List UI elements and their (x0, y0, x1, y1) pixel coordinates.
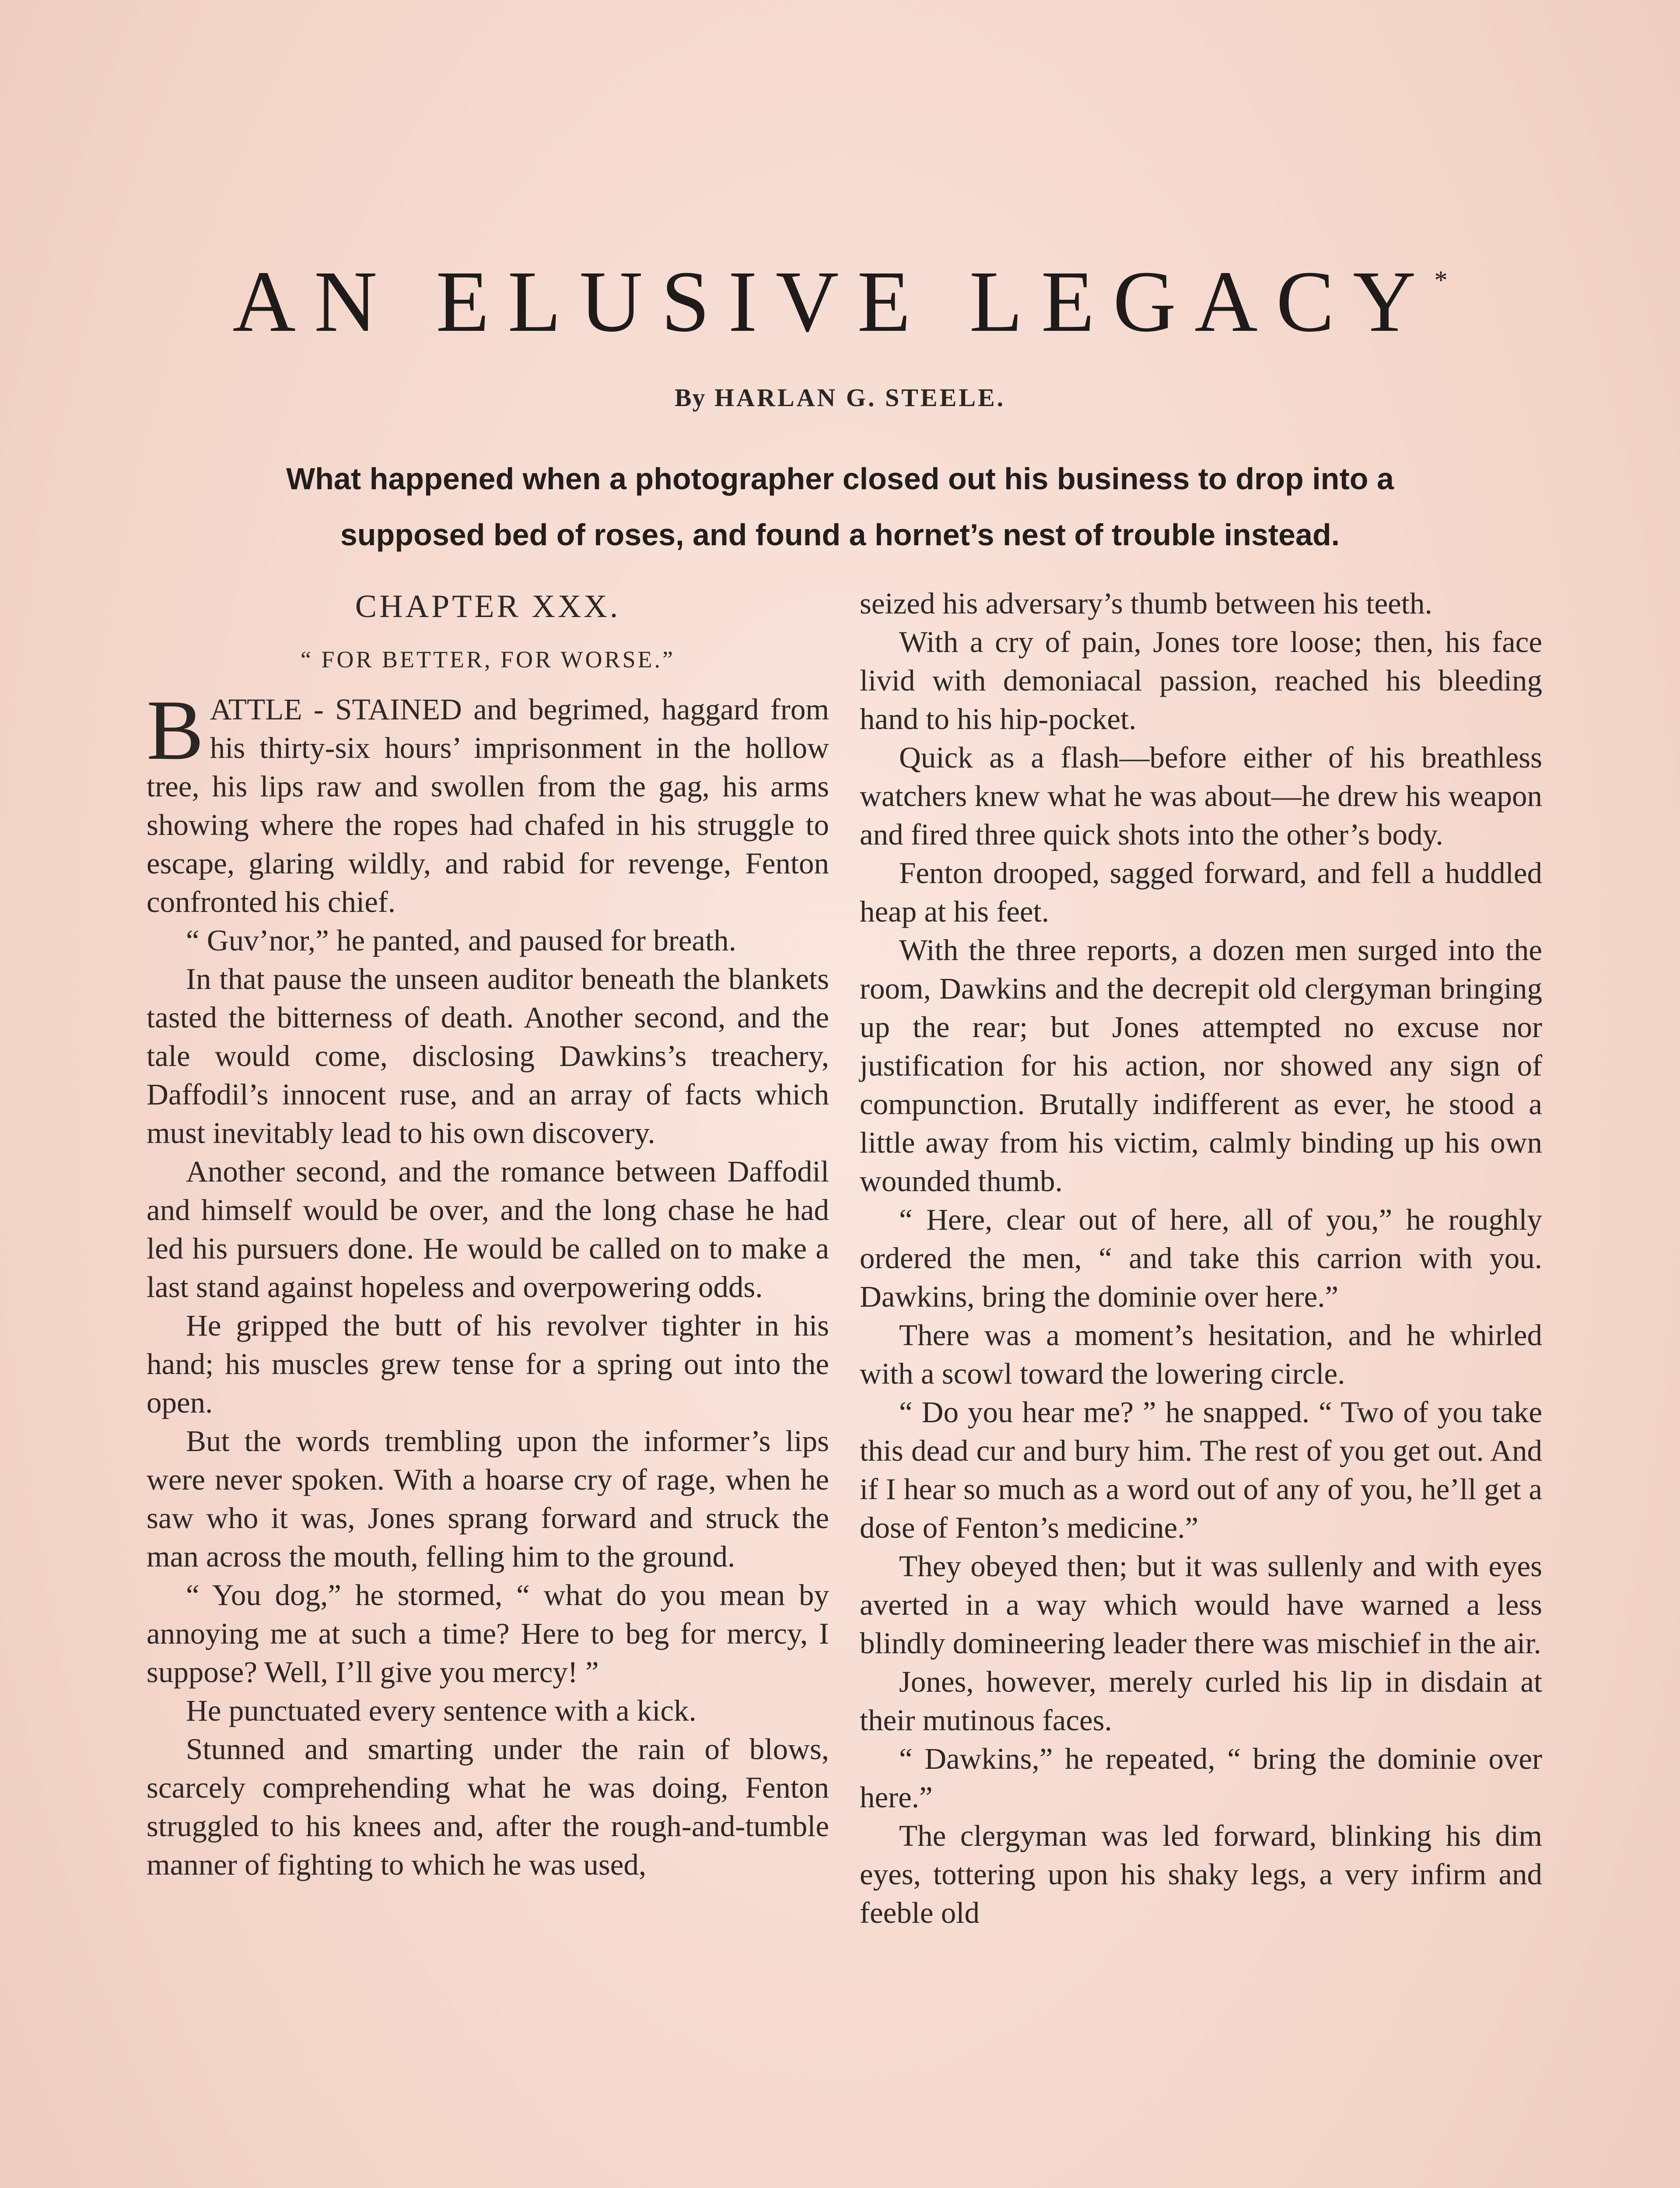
paragraph: He punctuated every sentence with a kick. (186, 1694, 696, 1727)
paragraph: Quick as a flash—before either of his breathless watchers knew what he was about—he drew his weapon and fired three quick shots into the other’s body. (860, 741, 1542, 851)
article-title-text: AN ELUSIVE LEGACY (232, 253, 1435, 350)
left-column (147, 584, 829, 1884)
byline-prefix: By (674, 383, 706, 412)
paragraph: With a cry of pain, Jones tore loose; then, his face livid with demoniacal passion, reached his bleeding hand to his hip-pocket. (860, 625, 1542, 736)
paragraph: They obeyed then; but it was sullenly and with eyes averted in a way which would have warned a less blindly domineering leader there was mischief in the air. (860, 1550, 1542, 1660)
paragraph: He gripped the butt of his revolver tighter in his hand; his muscles grew tense for a spring out into the open. (147, 1309, 829, 1419)
drop-cap: B (147, 683, 204, 778)
paragraph: In that pause the unseen auditor beneath the blankets tasted the bitterness of death. Another second, and the tale would come, disclosing Dawkins’s treachery, Daffodil’s innocent ruse, and an array of facts which must inevitably lead to his own discovery. (147, 962, 829, 1150)
paragraph: “ You dog,” he stormed, “ what do you mean by annoying me at such a time? Here to beg for mercy, I suppose? Well, I’ll give you mercy! ” (147, 1578, 829, 1689)
first-paragraph (147, 683, 829, 921)
paragraph: “ Do you hear me? ” he snapped. “ Two of you take this dead cur and bury him. The rest of you get out. And if I hear so much as a word out of any of you, he’ll get a dose of Fenton’s medicine.” (860, 1396, 1542, 1544)
chapter-heading: CHAPTER XXX. (355, 589, 621, 624)
paragraph: Another second, and the romance between Daffodil and himself would be over, and the long chase he had led his pursuers done. He would be called on to make a last stand against hopeless and overpowering odds. (147, 1155, 829, 1304)
first-paragraph-text: ATTLE - STAINED and begrimed, haggard from his thirty-six hours’ imprisonment in the hollow tree, his lips raw and swollen from the gag, his arms showing where the ropes had chafed in his struggle to escape, glaring wildly, and rabid for revenge, Fenton confronted his chief. (147, 693, 829, 919)
right-column (860, 584, 1542, 1932)
paragraph: “ Dawkins,” he repeated, “ bring the dominie over here.” (860, 1742, 1542, 1814)
byline (0, 383, 1680, 412)
paragraph: “ Guv’nor,” he panted, and paused for breath. (186, 924, 736, 957)
chapter-title: “ FOR BETTER, FOR WORSE.” (300, 646, 676, 673)
paragraph: “ Here, clear out of here, all of you,” he roughly ordered the men, “ and take this carrion with you. Dawkins, bring the dominie over here.” (860, 1203, 1542, 1313)
article-title (131, 253, 1549, 350)
paragraph: The clergyman was led forward, blinking his dim eyes, tottering upon his shaky legs, a very infirm and feeble old (860, 1819, 1542, 1929)
paragraph: Fenton drooped, sagged forward, and fell a huddled heap at his feet. (860, 856, 1542, 928)
paragraph: There was a moment’s hesitation, and he whirled with a scowl toward the lowering circle. (860, 1318, 1542, 1390)
author-name: HARLAN G. STEELE. (714, 383, 1006, 412)
paragraph: Stunned and smarting under the rain of blows, scarcely comprehending what he was doing, Fenton struggled to his knees and, after the rough-and-tumble manner of fighting to which he was used, (147, 1732, 829, 1881)
paragraph: But the words trembling upon the informer’s lips were never spoken. With a hoarse cry of rage, when he saw who it was, Jones sprang forward and struck the man across the mouth, felling him to the ground. (147, 1424, 829, 1573)
paragraph: With the three reports, a dozen men surged into the room, Dawkins and the decrepit old clergyman bringing up the rear; but Jones attempted no excuse nor justification for his action, nor showed any sign of compunction. Brutally indifferent as ever, he stood a little away from his victim, calmly binding up his own wounded thumb. (860, 933, 1542, 1198)
continued-paragraph: seized his adversary’s thumb between his teeth. (860, 587, 1432, 620)
title-footnote-mark: * (1434, 266, 1448, 295)
article-deck: What happened when a photographer closed out his business to drop into a supposed bed of roses, and found a hornet’s nest of trouble instead. (286, 462, 1394, 552)
paragraph: Jones, however, merely curled his lip in disdain at their mutinous faces. (860, 1665, 1542, 1737)
